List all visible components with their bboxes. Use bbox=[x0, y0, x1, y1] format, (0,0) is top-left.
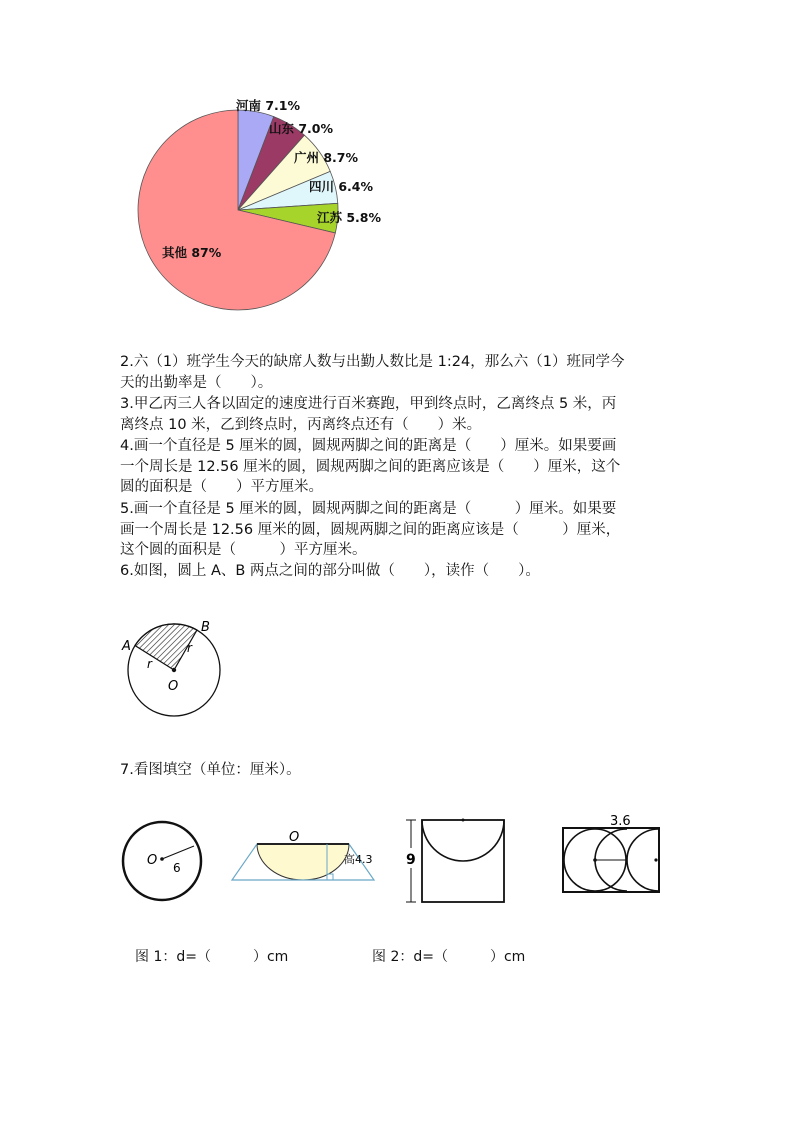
label-a: A bbox=[122, 639, 131, 654]
question-2-line-1: 2.六（1）班学生今天的缺席人数与出勤人数比是 1:24，那么六（1）班同学今 bbox=[120, 354, 625, 370]
question-4 bbox=[120, 436, 620, 498]
pie-label-2: 广州 8.7% bbox=[294, 150, 359, 165]
question-3-line-2: 离终点 10 米，乙到终点时，丙离终点还有（ ）米。 bbox=[120, 416, 482, 433]
pie-label-0: 河南 7.1% bbox=[236, 98, 301, 113]
fig2-label-o: O bbox=[289, 830, 300, 845]
question-5-line-3: 这个圆的面积是（ ）平方厘米。 bbox=[120, 542, 367, 558]
figure-3-square bbox=[400, 812, 510, 908]
question-7: 7.看图填空（单位：厘米）。 bbox=[120, 762, 301, 778]
sector-figure bbox=[115, 610, 235, 722]
pie-chart bbox=[0, 0, 794, 340]
fig1-label-o: O bbox=[147, 853, 158, 868]
question-2 bbox=[120, 352, 624, 393]
figure-2-trapezoid bbox=[228, 824, 376, 888]
fig2-height-label: 高4.3 bbox=[344, 853, 373, 866]
center-point bbox=[172, 668, 176, 672]
label-r-left: r bbox=[147, 657, 152, 671]
pie-label-4: 江苏 5.8% bbox=[317, 210, 382, 225]
caption-figure-2: 图 2：d=（ ）cm bbox=[372, 949, 526, 965]
question-5-line-2: 画一个周长是 12.56 厘米的圆，圆规两脚之间的距离应该是（ ）厘米， bbox=[120, 521, 621, 538]
question-4-line-2: 一个周长是 12.56 厘米的圆，圆规两脚之间的距离应该是（ ）厘米，这个 bbox=[120, 458, 621, 475]
caption-figure-1: 图 1：d=（ ）cm bbox=[135, 949, 289, 965]
pie-label-3: 四川 6.4% bbox=[309, 179, 374, 194]
question-5 bbox=[120, 499, 620, 561]
fig3-side-label: 9 bbox=[406, 852, 416, 868]
figure-1-circle bbox=[118, 817, 210, 905]
question-5-line-1: 5.画一个直径是 5 厘米的圆，圆规两脚之间的距离是（ ）厘米。如果要 bbox=[120, 501, 617, 517]
figure-4-rectangle bbox=[556, 810, 666, 898]
pie-label-1: 山东 7.0% bbox=[269, 121, 334, 136]
question-4-line-3: 圆的面积是（ ）平方厘米。 bbox=[120, 479, 323, 495]
question-6: 6.如图，圆上 A、B 两点之间的部分叫做（ ），读作（ ）。 bbox=[120, 563, 540, 579]
question-2-line-2: 天的出勤率是（ ）。 bbox=[120, 374, 273, 391]
fig4-width-label: 3.6 bbox=[610, 814, 631, 829]
label-o: O bbox=[168, 679, 179, 694]
label-r-right: r bbox=[187, 641, 192, 655]
question-3 bbox=[120, 394, 616, 435]
pie-label-5: 其他 87% bbox=[162, 245, 222, 260]
fig1-radius-label: 6 bbox=[173, 861, 181, 875]
label-b: B bbox=[201, 620, 210, 635]
question-3-line-1: 3.甲乙丙三人各以固定的速度进行百米赛跑，甲到终点时，乙离终点 5 米，丙 bbox=[120, 396, 617, 412]
question-4-line-1: 4.画一个直径是 5 厘米的圆，圆规两脚之间的距离是（ ）厘米。如果要画 bbox=[120, 438, 617, 454]
